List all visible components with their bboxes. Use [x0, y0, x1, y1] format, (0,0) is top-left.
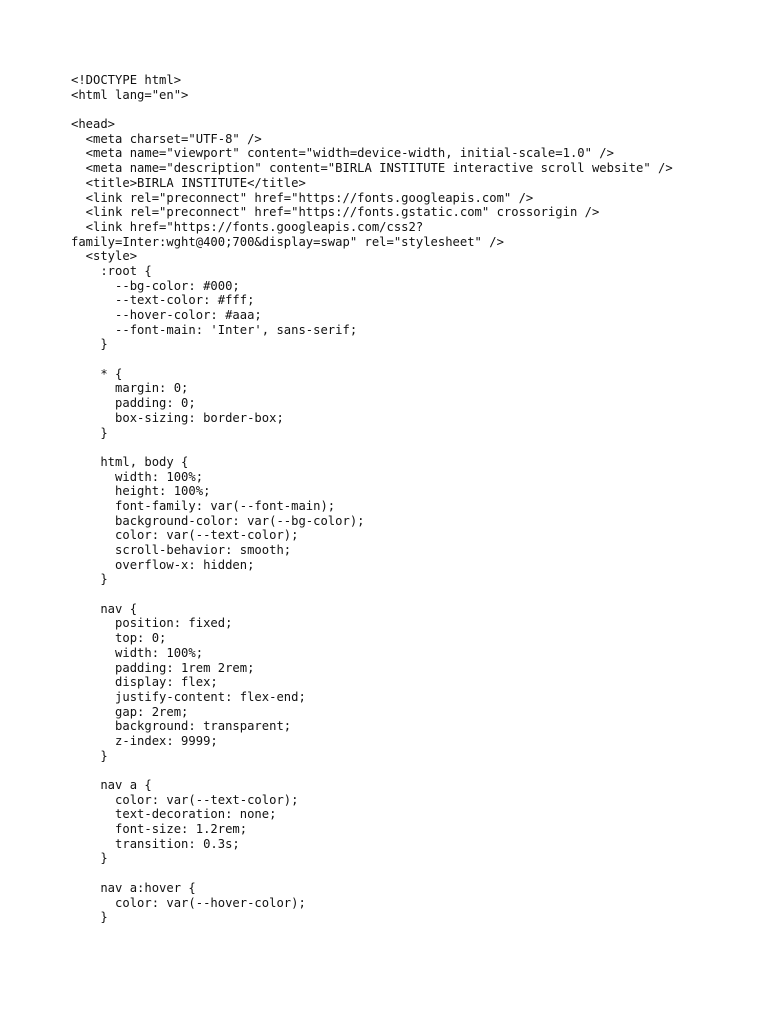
- code-line: <meta name="description" content="BIRLA INSTITUTE interactive scroll website" />: [71, 161, 673, 176]
- code-line: display: flex;: [71, 675, 218, 690]
- code-line: }: [71, 425, 108, 440]
- code-line: --hover-color: #aaa;: [71, 308, 262, 322]
- code-line: html, body {: [71, 454, 189, 469]
- code-line: color: var(--text-color);: [71, 792, 299, 807]
- code-line: [71, 866, 751, 881]
- code-line: margin: 0;: [71, 381, 189, 396]
- code-line: [71, 440, 751, 455]
- code-line: [71, 102, 751, 117]
- code-line: gap: 2rem;: [71, 704, 189, 719]
- code-line: text-decoration: none;: [71, 807, 277, 822]
- code-line: position: fixed;: [71, 616, 233, 631]
- code-line: color: var(--text-color);: [71, 528, 299, 543]
- code-line: <link rel="preconnect" href="https://fonts.gstatic.com" crossorigin />: [71, 205, 600, 220]
- code-line: justify-content: flex-end;: [71, 689, 306, 704]
- code-line: --text-color: #fff;: [71, 293, 255, 308]
- code-line: :root {: [71, 263, 152, 278]
- code-line: scroll-behavior: smooth;: [71, 543, 292, 557]
- code-line: }: [71, 572, 108, 587]
- code-line: <link rel="preconnect" href="https://fonts.googleapis.com" />: [71, 190, 534, 205]
- code-line: padding: 0;: [71, 396, 196, 411]
- code-line: }: [71, 851, 108, 866]
- code-line: <!DOCTYPE html>: [71, 73, 182, 87]
- code-line: top: 0;: [71, 631, 167, 646]
- code-line: box-sizing: border-box;: [71, 410, 284, 425]
- code-line: transition: 0.3s;: [71, 836, 240, 851]
- code-line: <head>: [71, 117, 116, 132]
- code-line: font-family: var(--font-main);: [71, 498, 336, 513]
- code-line: <html lang="en">: [71, 87, 189, 102]
- code-line: width: 100%;: [71, 645, 204, 660]
- code-line: <meta charset="UTF-8" />: [71, 131, 262, 146]
- code-line: background-color: var(--bg-color);: [71, 513, 365, 528]
- code-line: height: 100%;: [71, 484, 211, 499]
- code-line: nav a:hover {: [71, 880, 196, 895]
- code-line: width: 100%;: [71, 469, 204, 484]
- code-line: --font-main: 'Inter', sans-serif;: [71, 322, 358, 337]
- code-line: * {: [71, 366, 123, 381]
- code-line: }: [71, 748, 108, 763]
- code-line: background: transparent;: [71, 719, 292, 734]
- code-line: family=Inter:wght@400;700&display=swap" rel="stylesheet" />: [71, 234, 504, 249]
- code-line: <title>BIRLA INSTITUTE</title>: [71, 175, 306, 190]
- code-line: [71, 587, 751, 602]
- code-line: font-size: 1.2rem;: [71, 822, 248, 837]
- code-line: }: [71, 337, 108, 352]
- code-line: padding: 1rem 2rem;: [71, 660, 255, 675]
- code-line: nav a {: [71, 778, 152, 792]
- code-line: [71, 352, 751, 367]
- code-line: <meta name="viewport" content="width=device-width, initial-scale=1.0" />: [71, 146, 614, 161]
- code-listing: [71, 73, 751, 925]
- code-line: color: var(--hover-color);: [71, 895, 306, 910]
- code-line: --bg-color: #000;: [71, 278, 240, 293]
- code-line: }: [71, 910, 108, 925]
- code-line: <link href="https://fonts.googleapis.com/css2?: [71, 219, 424, 234]
- code-line: overflow-x: hidden;: [71, 557, 255, 572]
- code-line: <style>: [71, 249, 138, 264]
- code-line: nav {: [71, 601, 138, 616]
- code-line: [71, 763, 751, 778]
- code-line: z-index: 9999;: [71, 733, 218, 748]
